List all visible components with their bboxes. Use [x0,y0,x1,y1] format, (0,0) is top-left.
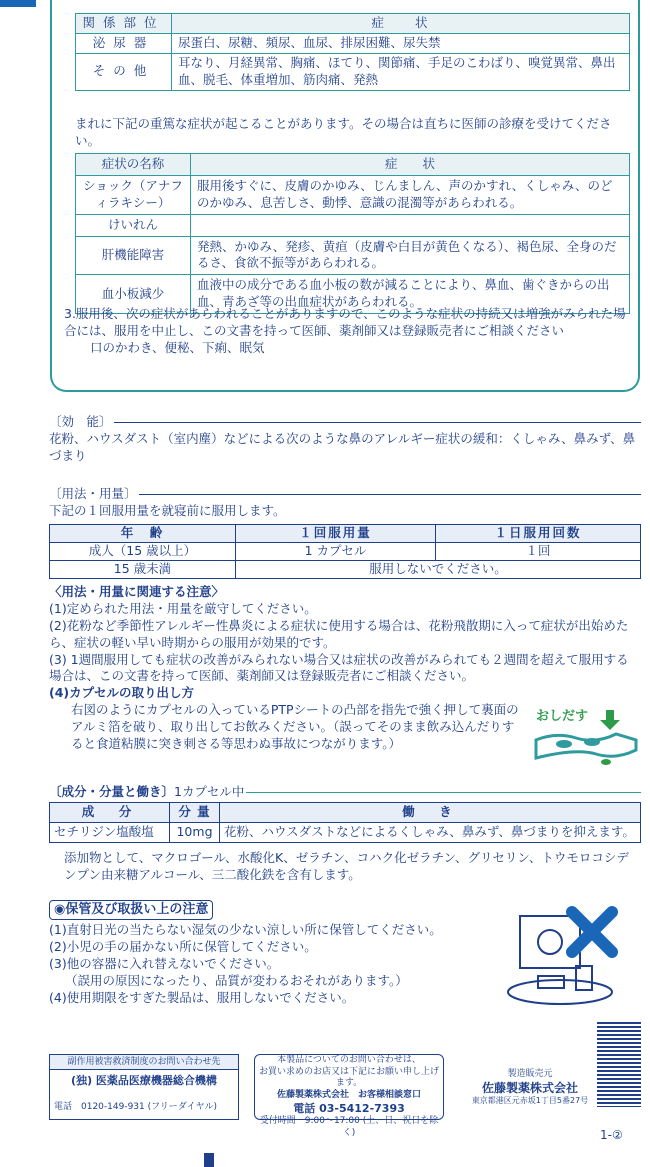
table-row [50,561,641,579]
side-effects-header-part: 関係部位 [76,14,172,34]
dosage-note-item: (2)花粉など季節性アレルギー性鼻炎による症状に使用する場合は、花粉飛散期に入って症状が出始めたら、症状の軽い早い時期からの服用が効果的です。 [49,617,629,650]
inquiry-line-1: 本製品についてのお問い合わせは、 [277,1055,421,1065]
storage-item: (1)直射日光の当たらない湿気の少ない涼しい所に保管してください。 [49,922,442,937]
item-3-text: 3.服用後、次の症状があらわれることがありますので、このような症状の持続又は増強がみられた場合には、服用を中止し、この文書を持って医師、薬剤師又は登録販売者にご相談ください [64,306,626,338]
relief-contact-box [49,1054,239,1120]
dosage-notes-heading: 〈用法・用量に関連する注意〉 [49,584,225,599]
dosage-heading: 〔用法・用量〕 [49,486,137,501]
serious-header-symptoms: 症 状 [191,154,630,176]
item-3-note [64,306,634,357]
serious-name: ショック（アナフィラキシー） [76,175,191,214]
storage-heading: ◉保管及び取扱い上の注意 [49,900,213,920]
storage-list [49,922,519,1006]
serious-symptoms [191,214,630,236]
efficacy-heading: 〔効 能〕 [49,414,112,429]
dosage-table [49,524,641,579]
dosage-adult-age: 成人（15 歳以上） [50,543,236,561]
ingredient-amount: 10mg [170,822,220,842]
dosage-child-text: 服用しないでください。 [236,561,641,579]
inquiry-hours: 受付時間 9:00〜17:00 (土、日、祝日を除く) [259,1116,439,1138]
relief-phone: 電話 0120-149-931 (フリーダイヤル) [54,1101,218,1112]
side-effects-symptoms: 尿蛋白、尿糖、頻尿、血尿、排尿困難、尿失禁 [172,33,630,53]
push-label: おしだす [536,709,589,724]
ingredients-header-name: 成 分 [50,803,170,823]
additives-text: 添加物として、マクロゴール、水酸化K、ゼラチン、コハク化ゼラチン、グリセリン、トウモロコシデンプン由来糖アルコール、三二酸化鉄を含有します。 [64,850,629,882]
capsule-removal-title: (4)カプセルの取り出し方 [49,685,194,701]
table-row [76,53,630,90]
serious-header-name: 症状の名称 [76,154,191,176]
serious-symptoms-table [75,153,630,314]
efficacy-section [49,414,641,465]
storage-item: (2)小児の手の届かない所に保管してください。 [49,938,317,954]
inquiry-company: 佐藤製薬株式会社 お客様相談窓口 [276,1090,421,1101]
efficacy-text: 花粉、ハウスダスト（室内塵）などによる次のような鼻のアレルギー症状の緩和：くしゃみ、鼻みず、鼻づまり [49,430,636,463]
serious-symptoms: 血液中の成分である血小板の数が減ることにより、鼻血、歯ぐきからの出血、青あざ等の出血症状があらわれる。 [191,275,630,314]
dosage-section [49,486,641,520]
dosage-adult-dose: 1 カプセル [236,543,436,561]
maker-info [460,1068,600,1107]
ingredients-table [49,802,641,843]
serious-name: 血小板減少 [76,275,191,314]
relief-title: 副作用被害救済制度のお問い合わせ先 [50,1055,238,1070]
dosage-note-item: (3) 1週間服用しても症状の改善がみられない場合又は症状の改善がみられても２週間を超えて服用する場合は、この文書を持って医師、薬剤師又は登録販売者にご相談ください。 [49,651,629,684]
maker-label: 製造販売元 [507,1069,553,1079]
side-effects-part: その他 [76,53,172,90]
ingredients-per: 1カプセル中 [174,784,245,799]
inquiry-contact-box [254,1054,444,1138]
relief-org: (独) 医薬品医療機器総合機構 [71,1074,217,1088]
inquiry-phone: 電話 03-5412-7393 [293,1101,405,1115]
inquiry-line-2: お買い求めのお店又は下記にお願い申し上げます。 [258,1066,439,1089]
bottom-marker [204,1153,214,1167]
item-3-symptoms: 口のかわき、便秘、下痢、眠気 [90,339,265,355]
side-effects-table [75,13,630,91]
dosage-intro: 下記の１回服用量を就寝前に服用します。 [49,502,286,518]
side-effects-symptoms: 耳なり、月経異常、胸痛、ほてり、関節痛、手足のこわばり、嗅覚異常、鼻出血、脱毛、体重増加、筋肉痛、発熱 [172,53,630,90]
ingredients-header-amount: 分 量 [170,803,220,823]
table-row [76,214,630,236]
maker-name: 佐藤製薬株式会社 [481,1081,578,1096]
barcode [597,1022,641,1107]
page-number: 1-② [600,1128,623,1142]
ingredients-heading: 〔成分・分量と働き〕 [49,784,175,799]
ingredient-action: 花粉、ハウスダストなどによるくしゃみ、鼻みず、鼻づまりを抑えます。 [220,822,641,842]
dosage-header-age: 年 齢 [50,525,236,543]
maker-address: 東京都港区元赤坂1丁目5番27号 [471,1096,589,1106]
table-row [50,543,641,561]
storage-illustration-icon [500,904,640,1010]
dosage-adult-times: １回 [436,543,641,561]
table-row [76,175,630,214]
ingredient-name: セチリジン塩酸塩 [50,822,170,842]
ptp-push-illustration [528,706,640,770]
serious-note: まれに下記の重篤な症状が起こることがあります。その場合は直ちに医師の診療を受けてください。 [75,116,612,148]
dosage-child-age: 15 歳未満 [50,561,236,579]
side-effects-part: 泌尿器 [76,33,172,53]
serious-symptoms: 服用後すぐに、皮膚のかゆみ、じんましん、声のかすれ、くしゃみ、のどのかゆみ、息苦しさ、動悸、意識の混濁等があらわれる。 [191,175,630,214]
top-color-bar [0,0,36,7]
table-row [50,822,641,842]
side-effects-header-symptoms: 症 状 [172,14,630,34]
push-arrow-icon [528,706,640,770]
serious-symptoms: 発熱、かゆみ、発疹、黄疸（皮膚や白目が黄色くなる）、褐色尿、全身のだるさ、食欲不振等があらわれる。 [191,236,630,275]
storage-item: (4)使用期限をすぎた製品は、服用しないでください。 [49,989,355,1005]
capsule-removal-text: 右図のようにカプセルの入っているPTPシートの凸部を指先で強く押して裏面のアルミ箔を破り、取り出してお飲みください。（誤ってそのまま飲み込んだりすると食道粘膜に突き刺さる等思わぬ事故につながります。） [71,702,519,751]
dosage-header-times: １日服用回数 [436,525,641,543]
serious-name: けいれん [76,214,191,236]
dosage-header-dose: １回服用量 [236,525,436,543]
storage-item: (3)他の容器に入れ替えないでください。 [49,955,280,971]
serious-name: 肝機能障害 [76,236,191,275]
table-row [76,33,630,53]
dosage-note-item: (1)定められた用法・用量を厳守してください。 [49,600,317,616]
table-row [76,236,630,275]
ingredients-section [49,784,641,801]
ingredients-header-action: 働 き [220,803,641,823]
storage-item: （誤用の原因になったり、品質が変わるおそれがあります。） [65,972,408,988]
